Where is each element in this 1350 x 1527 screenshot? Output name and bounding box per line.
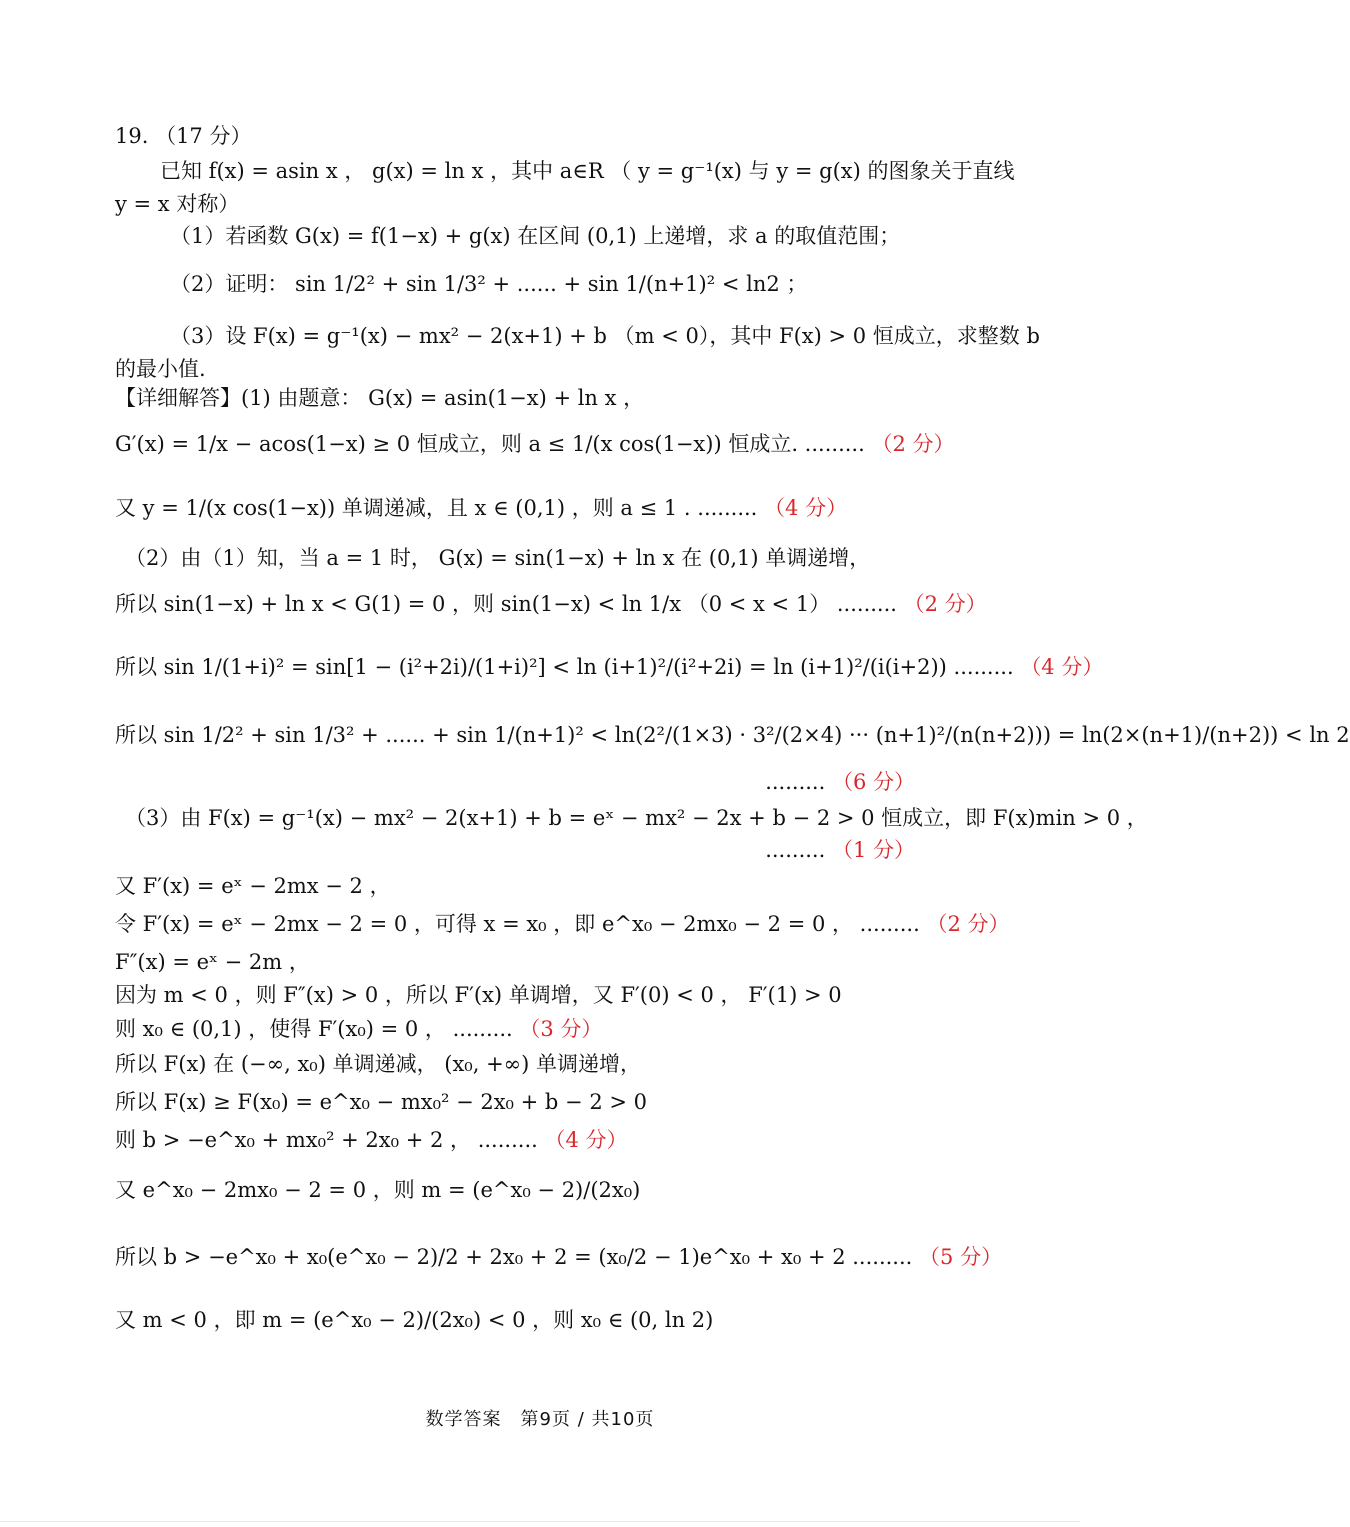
page-bottom-divider: [0, 1521, 1080, 1522]
solution-line-16: 所以 F(x) 在 (−∞, x₀) 单调递减， (x₀, +∞) 单调递增，: [115, 1052, 642, 1076]
solution-line-17: 所以 F(x) ≥ F(x₀) = e^x₀ − mx₀² − 2x₀ + b − 2 > 0: [115, 1090, 647, 1114]
solution-line-14: 因为 m < 0 ，则 F″(x) > 0 ，所以 F′(x) 单调增，又 F′(0) < 0 ， F′(1) > 0: [115, 983, 842, 1007]
solution-line-6: [115, 653, 1104, 681]
solution-line-20-text: 所以 b > −e^x₀ + x₀(e^x₀ − 2)/2 + 2x₀ + 2 = (x₀/2 − 1)e^x₀ + x₀ + 2 .........: [115, 1245, 913, 1269]
question-3-line1: （3）设 F(x) = g⁻¹(x) − mx² − 2(x+1) + b （m < 0），其中 F(x) > 0 恒成立，求整数 b: [170, 324, 1040, 348]
points-label: （6 分）: [831, 770, 915, 794]
solution-line-20: [115, 1243, 1003, 1271]
question-2: （2）证明： sin 1/2² + sin 1/3² + ...... + sin 1/(n+1)² < ln2 ；: [170, 272, 808, 296]
points-label: （4 分）: [764, 496, 848, 520]
points-label: （1 分）: [831, 838, 915, 862]
solution-line-19: 又 e^x₀ − 2mx₀ − 2 = 0 ，则 m = (e^x₀ − 2)/(2x₀): [115, 1178, 641, 1202]
solution-line-3: [115, 494, 975, 522]
solution-line-13: F″(x) = eˣ − 2m ，: [115, 950, 310, 974]
solution-line-8-dots: .........: [765, 770, 826, 794]
solution-line-10: [115, 836, 915, 864]
solution-line-12-text: 令 F′(x) = eˣ − 2mx − 2 = 0 ，可得 x = x₀ ，即 e^x₀ − 2mx₀ − 2 = 0 ， .........: [115, 912, 920, 936]
solution-line-15: [115, 1015, 975, 1043]
solution-line-15-text: 则 x₀ ∈ (0,1) ，使得 F′(x₀) = 0 ， .........: [115, 1017, 513, 1041]
question-1: （1）若函数 G(x) = f(1−x) + g(x) 在区间 (0,1) 上递增，求 a 的取值范围；: [170, 224, 901, 248]
solution-line-9: （3）由 F(x) = g⁻¹(x) − mx² − 2(x+1) + b = eˣ − mx² − 2x + b − 2 > 0 恒成立，即 F(x)min > 0 ，: [125, 806, 1148, 830]
solution-line-1: 【详细解答】(1) 由题意： G(x) = asin(1−x) + ln x ，: [115, 386, 645, 410]
points-label: （2 分）: [926, 912, 1010, 936]
solution-line-10-dots: .........: [765, 838, 826, 862]
problem-header: 19. （17 分）: [115, 124, 252, 148]
solution-line-18-text: 则 b > −e^x₀ + mx₀² + 2x₀ + 2 ， .........: [115, 1128, 538, 1152]
points-label: （3 分）: [519, 1017, 603, 1041]
solution-line-6-text: 所以 sin 1/(1+i)² = sin[1 − (i²+2i)/(1+i)²] < ln (i+1)²/(i²+2i) = ln (i+1)²/(i(i+2)) .........: [115, 655, 1014, 679]
solution-line-3-text: 又 y = 1/(x cos(1−x)) 单调递减，且 x ∈ (0,1) ，则 a ≤ 1 . .........: [115, 496, 758, 520]
page-footer: 数学答案 第9页 / 共10页: [425, 1409, 655, 1430]
points-label: （4 分）: [1020, 655, 1104, 679]
points-label: （2 分）: [871, 432, 955, 456]
solution-line-12: [115, 910, 1010, 938]
solution-line-7: 所以 sin 1/2² + sin 1/3² + ...... + sin 1/(n+1)² < ln(2²/(1×3) · 3²/(2×4) ··· (n+1)²/(n(n+2))) = ln(2×(n+1)/(n+2)) < ln 2: [115, 723, 1350, 747]
solution-line-4: （2）由（1）知，当 a = 1 时， G(x) = sin(1−x) + ln x 在 (0,1) 单调递增，: [125, 546, 871, 570]
points-label: （5 分）: [919, 1245, 1003, 1269]
points-label: （2 分）: [903, 592, 987, 616]
solution-line-2-text: G′(x) = 1/x − acos(1−x) ≥ 0 恒成立，则 a ≤ 1/(x cos(1−x)) 恒成立. .........: [115, 432, 865, 456]
solution-line-5: [115, 590, 987, 618]
solution-line-11: 又 F′(x) = eˣ − 2mx − 2 ，: [115, 874, 391, 898]
solution-line-8: [115, 768, 915, 796]
solution-line-5-text: 所以 sin(1−x) + ln x < G(1) = 0 ，则 sin(1−x) < ln 1/x （0 < x < 1） .........: [115, 592, 897, 616]
points-label: （4 分）: [544, 1128, 628, 1152]
solution-line-2: [115, 430, 975, 458]
problem-stem-line2: y = x 对称）: [115, 192, 240, 216]
problem-stem-line1: 已知 f(x) = asin x ， g(x) = ln x ，其中 a∈R （ y = g⁻¹(x) 与 y = g(x) 的图象关于直线: [160, 159, 1015, 183]
solution-line-21: 又 m < 0 ，即 m = (e^x₀ − 2)/(2x₀) < 0 ，则 x₀ ∈ (0, ln 2): [115, 1308, 714, 1332]
question-3-line2: 的最小值.: [115, 357, 206, 381]
solution-line-18: [115, 1126, 975, 1154]
